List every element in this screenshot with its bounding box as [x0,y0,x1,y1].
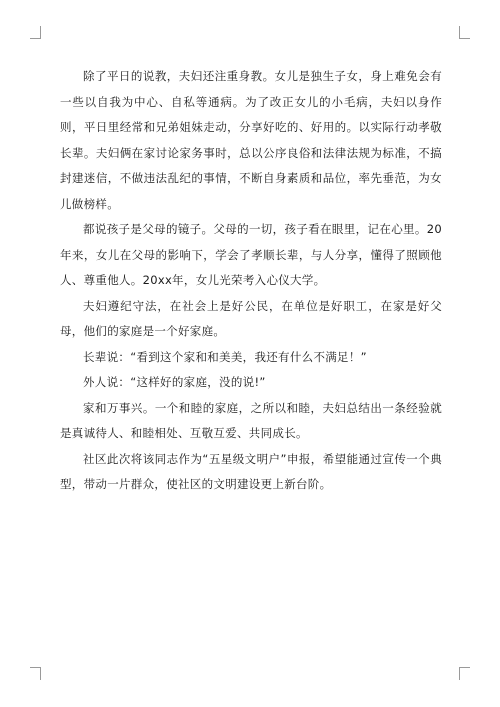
crop-mark-bottom-right [459,667,470,680]
paragraph: 除了平日的说教，夫妇还注重身教。女儿是独生子女，身上难免会有一些以自我为中心、自私等通病。为了改正女儿的小毛病，夫妇以身作则，平日里经常和兄弟姐妹走动，分享好吃的、好用的。以实际行动孝敬长辈。夫妇俩在家讨论家务事时，总以公序良俗和法律法规为标准，不搞封建迷信，不做违法乱纪的事情，不断自身素质和品位，率先垂范，为女儿做榜样。 [60,69,442,211]
crop-mark-bottom-left [30,667,41,680]
paragraph: 夫妇遵纪守法，在社会上是好公民，在单位是好职工，在家是好父母，他们的家庭是一个好家庭。 [60,298,442,338]
paragraph: 都说孩子是父母的镜子。父母的一切，孩子看在眼里，记在心里。20年来，女儿在父母的影响下，学会了孝顺长辈，与人分享，懂得了照顾他人、尊重他人。20xx年，女儿光荣考入心仪大学。 [60,222,442,287]
crop-mark-top-left [30,26,41,39]
paragraph: 家和万事兴。一个和睦的家庭，之所以和睦，夫妇总结出一条经验就是真诚待人、和睦相处、互敬互爱、共同成长。 [60,400,442,440]
paragraph: 社区此次将该同志作为“五星级文明户”申报，希望能通过宣传一个典型，带动一片群众，使社区的文明建设更上新台阶。 [60,451,442,491]
crop-mark-top-right [459,26,470,39]
document-body [60,64,442,498]
paragraph: 长辈说：“看到这个家和和美美，我还有什么不满足！” [83,349,367,364]
paragraph: 外人说：“这样好的家庭，没的说!” [83,375,266,389]
